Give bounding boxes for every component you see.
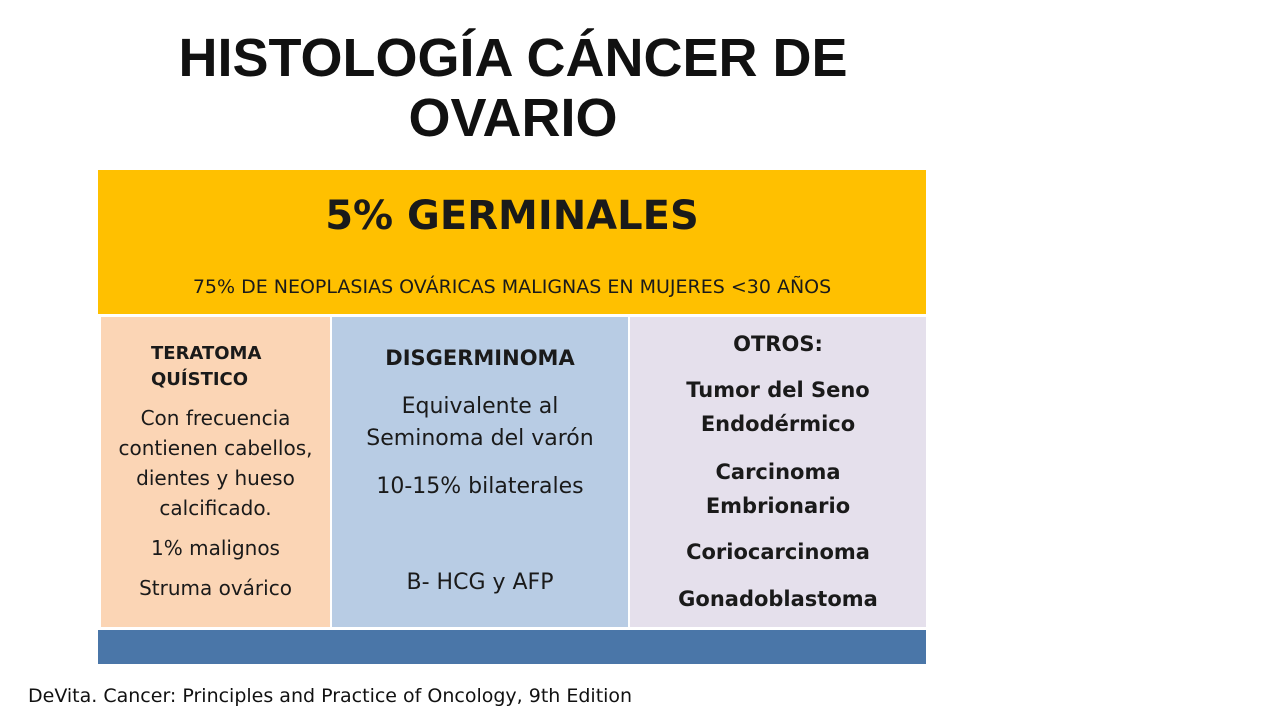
- otros-item: Endodérmico: [700, 412, 856, 436]
- teratoma-heading-line-1: TERATOMA: [151, 343, 262, 364]
- citation: DeVita. Cancer: Principles and Practice of Oncology, 9th Edition: [28, 685, 633, 707]
- disgerminoma-markers: B- HCG y AFP: [406, 570, 554, 595]
- slide-title-line-2: OVARIO: [408, 88, 618, 148]
- footer-band: [98, 630, 926, 664]
- slide-title: [100, 28, 926, 148]
- teratoma-malignancy: 1% malignos: [151, 536, 280, 560]
- teratoma-text-line: Con frecuencia: [140, 406, 291, 430]
- otros-item: Carcinoma: [715, 460, 841, 484]
- disgerminoma-text-line: Seminoma del varón: [366, 426, 594, 451]
- germinal-tumors-table: [98, 170, 926, 664]
- otros-item: Gonadoblastoma: [678, 587, 878, 611]
- header-band: [98, 170, 926, 314]
- otros-heading: OTROS:: [733, 332, 823, 356]
- header-subtitle: 75% DE NEOPLASIAS OVÁRICAS MALIGNAS EN MUJERES <30 AÑOS: [192, 276, 832, 298]
- disgerminoma-heading: DISGERMINOMA: [385, 346, 575, 370]
- disgerminoma-bilateral: 10-15% bilaterales: [376, 474, 584, 499]
- otros-item: Coriocarcinoma: [686, 540, 870, 564]
- teratoma-struma: Struma ovárico: [139, 576, 292, 600]
- teratoma-heading-line-2: QUÍSTICO: [151, 369, 249, 390]
- otros-item: Tumor del Seno: [686, 378, 870, 402]
- otros-column: [630, 317, 926, 627]
- header-title: 5% GERMINALES: [325, 193, 699, 239]
- slide-title-line-1: HISTOLOGÍA CÁNCER DE: [178, 28, 848, 88]
- otros-item: Embrionario: [705, 494, 851, 518]
- disgerminoma-text-line: Equivalente al: [401, 394, 559, 419]
- teratoma-text-line: contienen cabellos,: [118, 436, 313, 460]
- teratoma-text-line: calcificado.: [159, 496, 272, 520]
- teratoma-text-line: dientes y hueso: [136, 466, 295, 490]
- teratoma-heading: [151, 341, 261, 393]
- teratoma-column: [101, 317, 330, 627]
- disgerminoma-column: [332, 317, 628, 627]
